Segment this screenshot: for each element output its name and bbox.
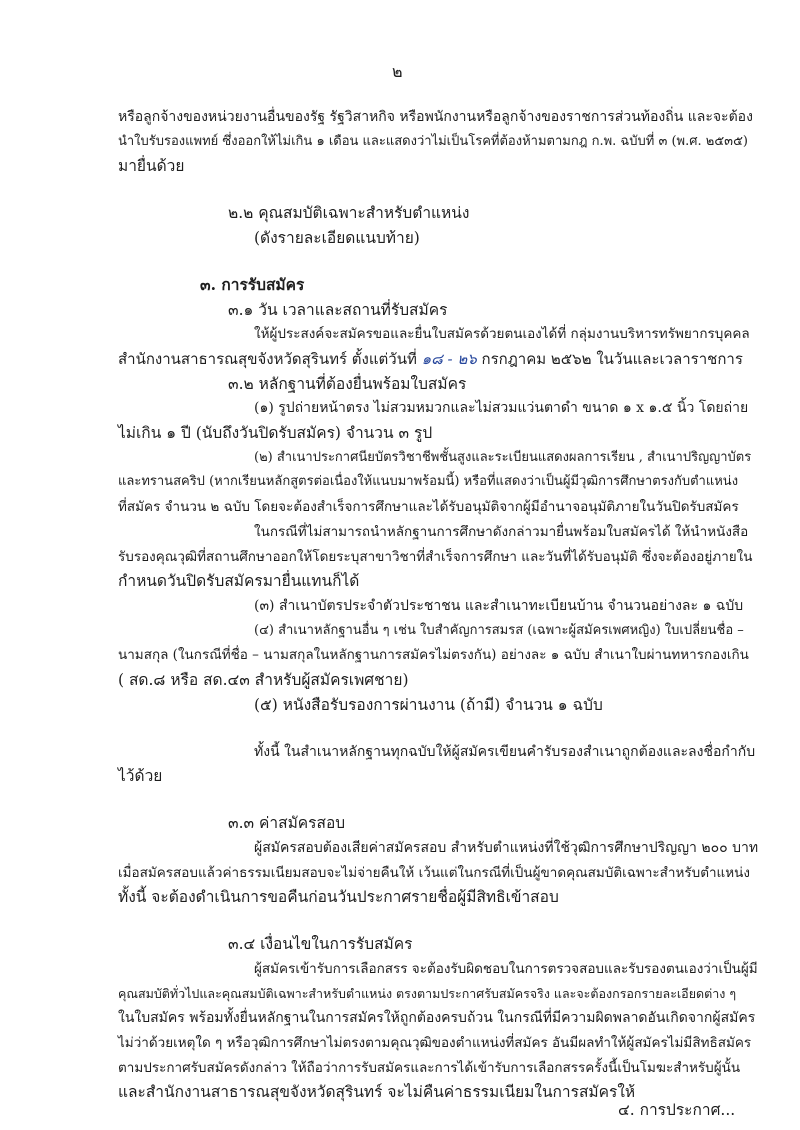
para-line: ผู้สมัครเข้ารับการเลือกสรร จะต้องรับผิดชอบในการตรวจสอบและรับรองตนเองว่าเป็นผู้มี — [254, 961, 758, 977]
para-line: และสำนักงานสาธารณสุขจังหวัดสุรินทร์ จะไม่คืนค่าธรรมเนียมในการสมัครให้ — [118, 1083, 636, 1101]
para-line: ไม่ว่าด้วยเหตุใด ๆ หรือวุฒิการศึกษาไม่ตรงตามคุณวุฒิของตำแหน่งที่สมัคร อันมีผลทำให้ผู้สมัครไม่มีสิทธิสมัคร — [118, 1035, 752, 1051]
para-line: ทั้งนี้ ในสำเนาหลักฐานทุกฉบับให้ผู้สมัครเขียนคำรับรองสำเนาถูกต้องและลงชื่อกำกับ — [254, 744, 756, 760]
para-line: หรือลูกจ้างของหน่วยงานอื่นของรัฐ รัฐวิสาหกิจ หรือพนักงานหรือลูกจ้างของราชการส่วนท้องถิ่น และจะต้อง — [118, 109, 753, 125]
section-heading: ๒.๒ คุณสมบัติเฉพาะสำหรับตำแหน่ง — [228, 204, 470, 222]
list-item: (๕) หนังสือรับรองการผ่านงาน (ถ้ามี) จำนวน ๑ ฉบับ — [254, 696, 603, 714]
list-item: (๓) สำเนาบัตรประจำตัวประชาชน และสำเนาทะเบียนบ้าน จำนวนอย่างละ ๑ ฉบับ — [254, 598, 744, 614]
para-line — [118, 349, 743, 369]
para-line: ตามประกาศรับสมัครดังกล่าว ให้ถือว่าการรับสมัครและการได้เข้ารับการเลือกสรรครั้งนี้เป็นโมฆะสำหรับผู้นั้น — [118, 1060, 741, 1076]
section-heading: ๓.๒ หลักฐานที่ต้องยื่นพร้อมใบสมัคร — [228, 375, 467, 393]
para-line: ทั้งนี้ จะต้องดำเนินการขอคืนก่อนวันประกาศรายชื่อผู้มีสิทธิเข้าสอบ — [118, 888, 559, 906]
handwritten-date: ๑๘ - ๒๖ — [421, 350, 477, 368]
list-item: รับรองคุณวุฒิที่สถานศึกษาออกให้โดยระบุสาขาวิชาที่สำเร็จการศึกษา และวันที่ได้รับอนุมัติ ซึ่งจะต้องอยู่ภายใน — [118, 549, 753, 565]
list-item: (๒) สำเนาประกาศนียบัตรวิชาชีพชั้นสูงและระเบียนแสดงผลการเรียน , สำเนาปริญญาบัตร — [254, 450, 752, 465]
para-line: เมื่อสมัครสอบแล้วค่าธรรมเนียมสอบจะไม่จ่ายคืนให้ เว้นแต่ในกรณีที่เป็นผู้ขาดคุณสมบัติเฉพาะสำหรับตำแหน่ง — [118, 865, 750, 881]
page-number: ๒ — [392, 62, 403, 81]
section-note: (ดังรายละเอียดแนบท้าย) — [254, 229, 420, 247]
list-item: นามสกุล (ในกรณีที่ชื่อ – นามสกุลในหลักฐานการสมัครไม่ตรงกัน) อย่างละ ๑ ฉบับ สำเนาใบผ่านทหารกองเกิน — [118, 647, 749, 663]
para-line: ไว้ด้วย — [118, 767, 163, 785]
list-item: ( สด.๘ หรือ สด.๔๓ สำหรับผู้สมัครเพศชาย) — [118, 671, 409, 689]
list-item: กำหนดวันปิดรับสมัครมายื่นแทนก็ได้ — [118, 572, 360, 590]
list-item: ไม่เกิน ๑ ปี (นับถึงวันปิดรับสมัคร) จำนวน ๓ รูป — [118, 424, 433, 442]
text-span: กรกฎาคม ๒๕๖๒ ในวันและเวลาราชการ — [481, 350, 743, 368]
section-heading: ๓.๓ ค่าสมัครสอบ — [228, 814, 346, 832]
para-line: นำใบรับรองแพทย์ ซึ่งออกให้ไม่เกิน ๑ เดือน และแสดงว่าไม่เป็นโรคที่ต้องห้ามตามกฎ ก.พ. ฉบับที่ ๓ (พ.ศ. ๒๕๓๕) — [118, 134, 748, 149]
list-item: (๔) สำเนาหลักฐานอื่น ๆ เช่น ใบสำคัญการสมรส (เฉพาะผู้สมัครเพศหญิง) ใบเปลี่ยนชื่อ – — [254, 623, 744, 638]
continuation-marker: ๔. การประกาศ... — [618, 1101, 736, 1119]
section-heading: ๓.๔ เงื่อนไขในการรับสมัคร — [228, 935, 413, 953]
list-item: ที่สมัคร จำนวน ๒ ฉบับ โดยจะต้องสำเร็จการศึกษาและได้รับอนุมัติจากผู้มีอำนาจอนุมัติภายในวันปิดรับสมัคร — [118, 499, 739, 515]
para-line: ในใบสมัคร พร้อมทั้งยื่นหลักฐานในการสมัครให้ถูกต้องครบถ้วน ในกรณีที่มีความผิดพลาดอันเกิดจากผู้สมัคร — [118, 1010, 756, 1026]
list-item: ในกรณีที่ไม่สามารถนำหลักฐานการศึกษาดังกล่าวมายื่นพร้อมใบสมัครได้ ให้นำหนังสือ — [254, 524, 749, 540]
list-item: และทรานสคริป (หากเรียนหลักสูตรต่อเนื่องให้แนบมาพร้อมนี้) หรือที่แสดงว่าเป็นผู้มีวุฒิการศึกษาตรงกับตำแหน่ง — [118, 474, 739, 489]
para-line: ให้ผู้ประสงค์จะสมัครขอและยื่นใบสมัครด้วยตนเองได้ที่ กลุ่มงานบริหารทรัพยากรบุคคล — [254, 326, 750, 342]
text-span: สำนักงานสาธารณสุขจังหวัดสุรินทร์ ตั้งแต่วันที่ — [118, 350, 417, 368]
list-item: (๑) รูปถ่ายหน้าตรง ไม่สวมหมวกและไม่สวมแว่นตาดำ ขนาด ๑ x ๑.๕ นิ้ว โดยถ่าย — [254, 400, 749, 416]
section-heading: ๓. การรับสมัคร — [200, 275, 305, 294]
para-line: คุณสมบัติทั่วไปและคุณสมบัติเฉพาะสำหรับตำแหน่ง ตรงตามประกาศรับสมัครจริง และจะต้องกรอกรายละเอียดต่าง ๆ — [118, 986, 737, 1001]
para-line: มายื่นด้วย — [118, 157, 185, 175]
section-heading: ๓.๑ วัน เวลาและสถานที่รับสมัคร — [228, 301, 448, 319]
para-line: ผู้สมัครสอบต้องเสียค่าสมัครสอบ สำหรับตำแหน่งที่ใช้วุฒิการศึกษาปริญญา ๒๐๐ บาท — [254, 840, 759, 856]
